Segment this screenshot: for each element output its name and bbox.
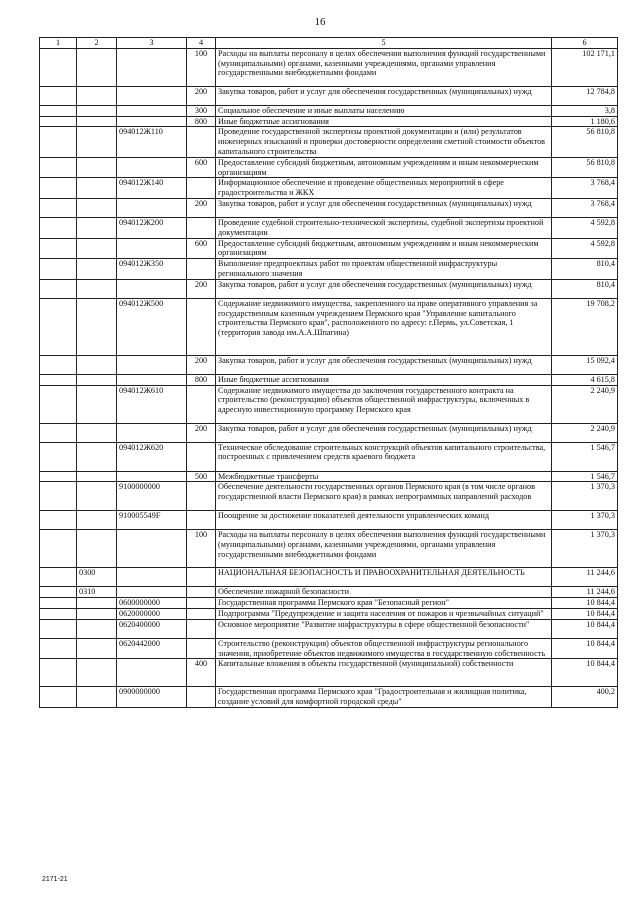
cell-amount: 56 810,8 — [552, 157, 618, 178]
cell-target-code: 0620000000 — [117, 608, 187, 619]
cell-section — [40, 511, 77, 530]
cell-subsection — [77, 279, 117, 298]
cell-expense-type: 800 — [187, 116, 216, 127]
cell-subsection — [77, 471, 117, 482]
cell-name: Расходы на выплаты персоналу в целях обеспечения выполнения функций государственными (муниципальными) органами, казенными учреждениями, органами управления государственными внебюджетными фондами — [216, 530, 552, 568]
cell-name: НАЦИОНАЛЬНАЯ БЕЗОПАСНОСТЬ И ПРАВООХРАНИТЕЛЬНАЯ ДЕЯТЕЛЬНОСТЬ — [216, 568, 552, 587]
cell-subsection — [77, 619, 117, 638]
column-header: 3 — [117, 38, 187, 49]
cell-target-code: 0620400000 — [117, 619, 187, 638]
cell-name: Закупка товаров, работ и услуг для обеспечения государственных (муниципальных) нужд — [216, 86, 552, 105]
cell-amount: 1 370,3 — [552, 530, 618, 568]
table-row — [40, 178, 618, 199]
column-header: 4 — [187, 38, 216, 49]
cell-target-code — [117, 374, 187, 385]
cell-section — [40, 374, 77, 385]
cell-amount: 10 844,4 — [552, 659, 618, 687]
cell-name: Содержание недвижимого имущества, закрепленного на праве оперативного управления за государственным казенным учреждением Пермского края "Управление капитального строительства Пермского края", расположенного по адресу: г.Пермь, ул.Советская, 1 (территория завода им.А.А.Шпагина) — [216, 298, 552, 355]
cell-expense-type: 100 — [187, 48, 216, 86]
cell-expense-type: 100 — [187, 530, 216, 568]
table-row — [40, 238, 618, 259]
cell-section — [40, 198, 77, 217]
cell-subsection — [77, 105, 117, 116]
cell-amount: 102 171,1 — [552, 48, 618, 86]
table-row — [40, 471, 618, 482]
cell-section — [40, 568, 77, 587]
cell-subsection — [77, 198, 117, 217]
cell-expense-type: 200 — [187, 423, 216, 442]
cell-target-code: 0900000000 — [117, 687, 187, 708]
cell-subsection — [77, 374, 117, 385]
cell-section — [40, 217, 77, 238]
cell-expense-type: 500 — [187, 471, 216, 482]
column-header: 5 — [216, 38, 552, 49]
cell-amount: 10 844,4 — [552, 619, 618, 638]
cell-expense-type: 400 — [187, 659, 216, 687]
cell-subsection — [77, 48, 117, 86]
cell-amount: 3 768,4 — [552, 178, 618, 199]
table-row — [40, 608, 618, 619]
cell-expense-type — [187, 442, 216, 471]
cell-name: Расходы на выплаты персоналу в целях обеспечения выполнения функций государственными (муниципальными) органами, казенными учреждениями, органами управления государственными внебюджетными фондами — [216, 48, 552, 86]
cell-amount: 11 244,6 — [552, 587, 618, 598]
cell-section — [40, 48, 77, 86]
cell-amount: 10 844,4 — [552, 598, 618, 609]
cell-expense-type: 600 — [187, 157, 216, 178]
cell-subsection — [77, 482, 117, 511]
cell-target-code — [117, 587, 187, 598]
table-row — [40, 638, 618, 659]
table-row — [40, 530, 618, 568]
cell-subsection — [77, 178, 117, 199]
cell-section — [40, 598, 77, 609]
cell-name: Государственная программа Пермского края "Градостроительная и жилищная политика, создание условий для комфортной городской среды" — [216, 687, 552, 708]
cell-target-code: 9100000000 — [117, 482, 187, 511]
cell-target-code — [117, 530, 187, 568]
table-row — [40, 217, 618, 238]
cell-name: Предоставление субсидий бюджетным, автономным учреждениям и иным некоммерческим организациям — [216, 157, 552, 178]
cell-name: Строительство (реконструкция) объектов общественной инфраструктуры регионального значения, приобретение объектов недвижимого имущества в государственную собственность — [216, 638, 552, 659]
cell-expense-type: 200 — [187, 198, 216, 217]
table-row — [40, 619, 618, 638]
cell-amount: 3,8 — [552, 105, 618, 116]
table-row — [40, 511, 618, 530]
document-code: 2171-21 — [42, 876, 68, 883]
cell-name: Закупка товаров, работ и услуг для обеспечения государственных (муниципальных) нужд — [216, 423, 552, 442]
cell-amount: 15 092,4 — [552, 355, 618, 374]
table-row — [40, 598, 618, 609]
cell-amount: 10 844,4 — [552, 608, 618, 619]
cell-amount: 3 768,4 — [552, 198, 618, 217]
cell-target-code: 0620442000 — [117, 638, 187, 659]
cell-name: Информационное обеспечение и проведение общественных мероприятий в сфере градостроительства и ЖКХ — [216, 178, 552, 199]
table-row — [40, 423, 618, 442]
cell-subsection: 0300 — [77, 568, 117, 587]
cell-subsection — [77, 127, 117, 157]
table-row — [40, 587, 618, 598]
cell-subsection — [77, 217, 117, 238]
cell-target-code — [117, 86, 187, 105]
cell-subsection — [77, 259, 117, 280]
cell-subsection — [77, 638, 117, 659]
cell-name: Содержание недвижимого имущества до заключения государственного контракта на строительство (реконструкцию) объектов общественной инфраструктуры, включенных в адресную инвестиционную программу Пермского края — [216, 385, 552, 423]
column-header: 2 — [77, 38, 117, 49]
column-header: 1 — [40, 38, 77, 49]
cell-section — [40, 127, 77, 157]
table-row — [40, 48, 618, 86]
table-row — [40, 157, 618, 178]
table-row — [40, 105, 618, 116]
cell-section — [40, 687, 77, 708]
cell-name: Обеспечение деятельности государственных органов Пермского края (в том числе органов государственной власти Пермского края) в рамках непрограммных направлений расходов — [216, 482, 552, 511]
budget-table — [39, 37, 618, 708]
table-row — [40, 442, 618, 471]
cell-section — [40, 259, 77, 280]
cell-target-code — [117, 105, 187, 116]
table-row — [40, 568, 618, 587]
page-number: 16 — [314, 16, 326, 28]
cell-target-code — [117, 471, 187, 482]
cell-amount: 56 810,8 — [552, 127, 618, 157]
cell-amount: 4 592,8 — [552, 217, 618, 238]
cell-subsection — [77, 687, 117, 708]
cell-expense-type — [187, 217, 216, 238]
table-row — [40, 687, 618, 708]
cell-section — [40, 298, 77, 355]
table-row — [40, 86, 618, 105]
cell-target-code — [117, 157, 187, 178]
cell-amount: 810,4 — [552, 259, 618, 280]
cell-amount: 4 592,8 — [552, 238, 618, 259]
cell-target-code: 094012Ж350 — [117, 259, 187, 280]
cell-name: Основное мероприятие "Развитие инфраструктуры в сфере общественной безопасности" — [216, 619, 552, 638]
cell-name: Иные бюджетные ассигнования — [216, 116, 552, 127]
table-row — [40, 127, 618, 157]
cell-name: Иные бюджетные ассигнования — [216, 374, 552, 385]
cell-expense-type — [187, 178, 216, 199]
cell-name: Обеспечение пожарной безопасности — [216, 587, 552, 598]
cell-subsection: 0310 — [77, 587, 117, 598]
cell-target-code — [117, 568, 187, 587]
cell-amount: 1 180,6 — [552, 116, 618, 127]
cell-section — [40, 157, 77, 178]
cell-amount: 2 240,9 — [552, 385, 618, 423]
cell-target-code — [117, 659, 187, 687]
cell-expense-type — [187, 511, 216, 530]
cell-section — [40, 442, 77, 471]
cell-subsection — [77, 157, 117, 178]
cell-amount: 1 370,3 — [552, 511, 618, 530]
table-row — [40, 385, 618, 423]
cell-amount: 11 244,6 — [552, 568, 618, 587]
cell-target-code: 0600000000 — [117, 598, 187, 609]
cell-subsection — [77, 530, 117, 568]
column-number-row — [40, 38, 618, 49]
cell-section — [40, 279, 77, 298]
cell-expense-type — [187, 619, 216, 638]
cell-name: Проведение государственной экспертизы проектной документации и (или) результатов инженерных изысканий и проверки достоверности определения сметной стоимости объектов капитального строительства — [216, 127, 552, 157]
cell-name: Предоставление субсидий бюджетным, автономным учреждениям и иным некоммерческим организациям — [216, 238, 552, 259]
cell-target-code — [117, 355, 187, 374]
table-row — [40, 374, 618, 385]
cell-subsection — [77, 511, 117, 530]
table-body — [40, 48, 618, 707]
cell-amount: 19 708,2 — [552, 298, 618, 355]
cell-subsection — [77, 608, 117, 619]
cell-expense-type: 200 — [187, 86, 216, 105]
cell-subsection — [77, 355, 117, 374]
cell-expense-type — [187, 259, 216, 280]
cell-subsection — [77, 442, 117, 471]
cell-name: Подпрограмма "Предупреждение и защита населения от пожаров и чрезвычайных ситуаций" — [216, 608, 552, 619]
table-row — [40, 298, 618, 355]
cell-amount: 400,2 — [552, 687, 618, 708]
cell-expense-type: 300 — [187, 105, 216, 116]
cell-expense-type — [187, 687, 216, 708]
cell-subsection — [77, 86, 117, 105]
cell-amount: 2 240,9 — [552, 423, 618, 442]
cell-expense-type — [187, 638, 216, 659]
cell-amount: 1 546,7 — [552, 442, 618, 471]
cell-name: Выполнение предпроектных работ по проектам общественной инфраструктуры регионального значения — [216, 259, 552, 280]
table-row — [40, 482, 618, 511]
cell-expense-type — [187, 587, 216, 598]
cell-section — [40, 385, 77, 423]
table-row — [40, 279, 618, 298]
cell-section — [40, 116, 77, 127]
cell-target-code: 094012Ж140 — [117, 178, 187, 199]
cell-name: Социальное обеспечение и иные выплаты населению — [216, 105, 552, 116]
cell-name: Закупка товаров, работ и услуг для обеспечения государственных (муниципальных) нужд — [216, 198, 552, 217]
cell-target-code: 094012Ж610 — [117, 385, 187, 423]
cell-section — [40, 638, 77, 659]
cell-section — [40, 105, 77, 116]
cell-section — [40, 619, 77, 638]
table-row — [40, 659, 618, 687]
cell-subsection — [77, 116, 117, 127]
cell-target-code — [117, 116, 187, 127]
cell-name: Государственная программа Пермского края "Безопасный регион" — [216, 598, 552, 609]
cell-amount: 10 844,4 — [552, 638, 618, 659]
cell-subsection — [77, 238, 117, 259]
cell-subsection — [77, 423, 117, 442]
cell-expense-type — [187, 385, 216, 423]
cell-expense-type: 800 — [187, 374, 216, 385]
cell-target-code — [117, 279, 187, 298]
cell-expense-type — [187, 482, 216, 511]
cell-section — [40, 423, 77, 442]
table-row — [40, 259, 618, 280]
cell-name: Поощрение за достижение показателей деятельности управленческих команд — [216, 511, 552, 530]
cell-expense-type: 600 — [187, 238, 216, 259]
cell-section — [40, 471, 77, 482]
cell-section — [40, 238, 77, 259]
cell-target-code: 094012Ж110 — [117, 127, 187, 157]
cell-expense-type — [187, 298, 216, 355]
cell-amount: 1 370,3 — [552, 482, 618, 511]
cell-expense-type — [187, 568, 216, 587]
column-header: 6 — [552, 38, 618, 49]
table-row — [40, 116, 618, 127]
cell-target-code: 094012Ж200 — [117, 217, 187, 238]
cell-name: Закупка товаров, работ и услуг для обеспечения государственных (муниципальных) нужд — [216, 279, 552, 298]
cell-name: Проведение судебной строительно-технической экспертизы, судебной экспертизы проектной документации — [216, 217, 552, 238]
cell-target-code: 094012Ж620 — [117, 442, 187, 471]
cell-amount: 810,4 — [552, 279, 618, 298]
cell-expense-type: 200 — [187, 355, 216, 374]
cell-name: Техническое обследование строительных конструкций объектов капитального строительства, построенных с привлечением средств краевого бюджета — [216, 442, 552, 471]
cell-expense-type — [187, 608, 216, 619]
cell-target-code — [117, 423, 187, 442]
cell-target-code: 910005549F — [117, 511, 187, 530]
cell-subsection — [77, 659, 117, 687]
cell-subsection — [77, 385, 117, 423]
cell-subsection — [77, 298, 117, 355]
cell-expense-type: 200 — [187, 279, 216, 298]
cell-amount: 12 784,8 — [552, 86, 618, 105]
cell-section — [40, 659, 77, 687]
cell-section — [40, 482, 77, 511]
cell-name: Межбюджетные трансферты — [216, 471, 552, 482]
cell-target-code — [117, 238, 187, 259]
table-row — [40, 198, 618, 217]
cell-name: Закупка товаров, работ и услуг для обеспечения государственных (муниципальных) нужд — [216, 355, 552, 374]
cell-target-code — [117, 48, 187, 86]
table-row — [40, 355, 618, 374]
cell-section — [40, 608, 77, 619]
cell-section — [40, 178, 77, 199]
cell-name: Капитальные вложения в объекты государственной (муниципальной) собственности — [216, 659, 552, 687]
cell-section — [40, 530, 77, 568]
cell-section — [40, 355, 77, 374]
cell-section — [40, 587, 77, 598]
cell-subsection — [77, 598, 117, 609]
cell-amount: 4 615,8 — [552, 374, 618, 385]
cell-target-code — [117, 198, 187, 217]
cell-section — [40, 86, 77, 105]
cell-amount: 1 546,7 — [552, 471, 618, 482]
cell-expense-type — [187, 127, 216, 157]
cell-target-code: 094012Ж500 — [117, 298, 187, 355]
cell-expense-type — [187, 598, 216, 609]
